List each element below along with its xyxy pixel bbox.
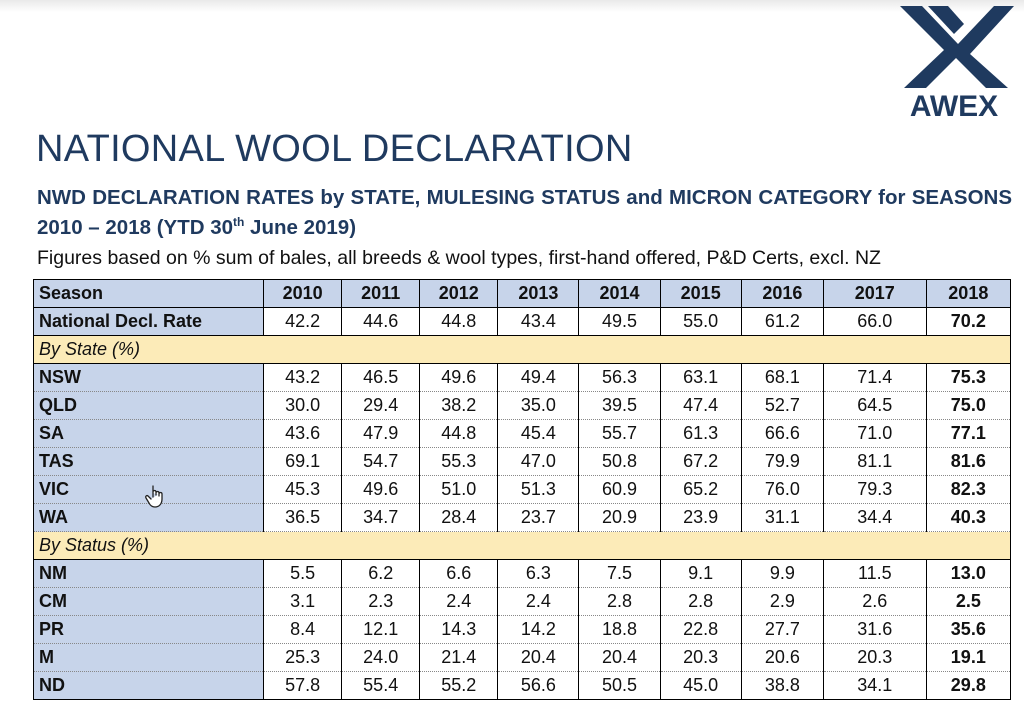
table-cell: 6.2	[342, 560, 420, 588]
table-cell: 9.9	[741, 560, 823, 588]
table-cell: 20.3	[823, 644, 926, 672]
awex-logo	[898, 4, 1014, 122]
row-label: National Decl. Rate	[34, 308, 264, 336]
table-cell: 66.6	[741, 420, 823, 448]
table-row	[34, 644, 1011, 672]
table-cell: 51.3	[498, 476, 579, 504]
table-cell: 44.8	[420, 308, 498, 336]
table-cell: 6.6	[420, 560, 498, 588]
table-cell: 47.9	[342, 420, 420, 448]
figures-note: Figures based on % sum of bales, all breeds & wool types, first-hand offered, P&D Certs, excl. NZ	[37, 247, 881, 269]
table-cell: 35.6	[926, 616, 1010, 644]
table-row	[34, 420, 1011, 448]
section-label: By Status (%)	[34, 532, 1011, 560]
table-cell: 20.4	[579, 644, 660, 672]
table-cell: 27.7	[741, 616, 823, 644]
table-cell: 64.5	[823, 392, 926, 420]
header-year: 2016	[741, 280, 823, 308]
table-cell: 2.4	[420, 588, 498, 616]
table-cell: 25.3	[264, 644, 342, 672]
row-label: TAS	[34, 448, 264, 476]
row-label: QLD	[34, 392, 264, 420]
table-cell: 13.0	[926, 560, 1010, 588]
header-year: 2015	[660, 280, 741, 308]
table-cell: 77.1	[926, 420, 1010, 448]
table-cell: 31.1	[741, 504, 823, 532]
national-rate-row	[34, 308, 1011, 336]
table-cell: 23.7	[498, 504, 579, 532]
table-cell: 28.4	[420, 504, 498, 532]
awex-logo-text: AWEX	[909, 90, 999, 123]
table-row	[34, 364, 1011, 392]
table-cell: 20.9	[579, 504, 660, 532]
table-cell: 70.2	[926, 308, 1010, 336]
table-cell: 38.2	[420, 392, 498, 420]
table-cell: 8.4	[264, 616, 342, 644]
table-cell: 3.1	[264, 588, 342, 616]
row-label: VIC	[34, 476, 264, 504]
row-label: NM	[34, 560, 264, 588]
table-cell: 19.1	[926, 644, 1010, 672]
table-cell: 68.1	[741, 364, 823, 392]
table-cell: 43.4	[498, 308, 579, 336]
section-label: By State (%)	[34, 336, 1011, 364]
table-cell: 67.2	[660, 448, 741, 476]
table-cell: 82.3	[926, 476, 1010, 504]
table-cell: 69.1	[264, 448, 342, 476]
table-cell: 9.1	[660, 560, 741, 588]
table-cell: 49.4	[498, 364, 579, 392]
table-cell: 43.6	[264, 420, 342, 448]
table-cell: 2.8	[579, 588, 660, 616]
section-by-status	[34, 532, 1011, 560]
table-cell: 34.7	[342, 504, 420, 532]
subtitle-sup: th	[233, 215, 245, 229]
table-header-row	[34, 280, 1011, 308]
table-cell: 2.5	[926, 588, 1010, 616]
table-cell: 76.0	[741, 476, 823, 504]
page-subtitle	[37, 185, 1012, 240]
table-cell: 49.5	[579, 308, 660, 336]
table-cell: 81.1	[823, 448, 926, 476]
table-cell: 44.6	[342, 308, 420, 336]
table-row	[34, 448, 1011, 476]
table-cell: 21.4	[420, 644, 498, 672]
table-cell: 2.9	[741, 588, 823, 616]
row-label: ND	[34, 672, 264, 700]
table-cell: 2.4	[498, 588, 579, 616]
table-cell: 11.5	[823, 560, 926, 588]
awex-logo-mark	[898, 4, 1014, 90]
table-cell: 60.9	[579, 476, 660, 504]
row-label: PR	[34, 616, 264, 644]
table-cell: 45.4	[498, 420, 579, 448]
table-cell: 50.8	[579, 448, 660, 476]
table-row	[34, 560, 1011, 588]
table-cell: 20.6	[741, 644, 823, 672]
table-cell: 81.6	[926, 448, 1010, 476]
table-cell: 43.2	[264, 364, 342, 392]
header-year: 2012	[420, 280, 498, 308]
table-cell: 47.0	[498, 448, 579, 476]
header-year: 2010	[264, 280, 342, 308]
table-cell: 71.4	[823, 364, 926, 392]
table-cell: 42.2	[264, 308, 342, 336]
table-row	[34, 504, 1011, 532]
table-row	[34, 588, 1011, 616]
table-cell: 61.2	[741, 308, 823, 336]
header-year: 2018	[926, 280, 1010, 308]
table-cell: 34.4	[823, 504, 926, 532]
table-cell: 55.4	[342, 672, 420, 700]
table-cell: 29.8	[926, 672, 1010, 700]
table-cell: 55.7	[579, 420, 660, 448]
table-cell: 24.0	[342, 644, 420, 672]
table-cell: 12.1	[342, 616, 420, 644]
table-cell: 29.4	[342, 392, 420, 420]
table-cell: 47.4	[660, 392, 741, 420]
table-cell: 22.8	[660, 616, 741, 644]
table-cell: 79.9	[741, 448, 823, 476]
table-cell: 65.2	[660, 476, 741, 504]
table-cell: 57.8	[264, 672, 342, 700]
table-cell: 55.2	[420, 672, 498, 700]
table-cell: 2.8	[660, 588, 741, 616]
row-label: CM	[34, 588, 264, 616]
table-cell: 35.0	[498, 392, 579, 420]
header-year: 2013	[498, 280, 579, 308]
table-cell: 75.3	[926, 364, 1010, 392]
table-cell: 7.5	[579, 560, 660, 588]
section-by-state	[34, 336, 1011, 364]
table-cell: 75.0	[926, 392, 1010, 420]
table-cell: 34.1	[823, 672, 926, 700]
row-label: M	[34, 644, 264, 672]
table-cell: 54.7	[342, 448, 420, 476]
table-cell: 63.1	[660, 364, 741, 392]
table-cell: 36.5	[264, 504, 342, 532]
table-cell: 56.6	[498, 672, 579, 700]
table-cell: 38.8	[741, 672, 823, 700]
table-cell: 49.6	[420, 364, 498, 392]
table-cell: 14.3	[420, 616, 498, 644]
table-cell: 5.5	[264, 560, 342, 588]
table-cell: 55.3	[420, 448, 498, 476]
table-cell: 2.3	[342, 588, 420, 616]
table-cell: 52.7	[741, 392, 823, 420]
table-cell: 55.0	[660, 308, 741, 336]
table-cell: 50.5	[579, 672, 660, 700]
subtitle-main: NWD DECLARATION RATES by STATE, MULESING STATUS and MICRON CATEGORY for SEASONS 2010 – 2018 (YTD 30	[37, 186, 1012, 239]
hand-cursor-icon	[145, 483, 169, 509]
table-cell: 49.6	[342, 476, 420, 504]
table-cell: 61.3	[660, 420, 741, 448]
header-year: 2017	[823, 280, 926, 308]
header-year: 2014	[579, 280, 660, 308]
subtitle-end: June 2019)	[244, 215, 357, 239]
table-cell: 56.3	[579, 364, 660, 392]
table-cell: 18.8	[579, 616, 660, 644]
table-row	[34, 672, 1011, 700]
table-cell: 40.3	[926, 504, 1010, 532]
table-cell: 71.0	[823, 420, 926, 448]
row-label: NSW	[34, 364, 264, 392]
viewer-top-bar	[0, 0, 1024, 12]
row-label: SA	[34, 420, 264, 448]
page-title: NATIONAL WOOL DECLARATION	[36, 128, 633, 170]
table-cell: 51.0	[420, 476, 498, 504]
header-season: Season	[34, 280, 264, 308]
table-cell: 30.0	[264, 392, 342, 420]
row-label: WA	[34, 504, 264, 532]
table-cell: 39.5	[579, 392, 660, 420]
table-row	[34, 616, 1011, 644]
header-year: 2011	[342, 280, 420, 308]
table-cell: 14.2	[498, 616, 579, 644]
table-row	[34, 392, 1011, 420]
table-cell: 31.6	[823, 616, 926, 644]
table-cell: 79.3	[823, 476, 926, 504]
table-cell: 46.5	[342, 364, 420, 392]
table-cell: 20.4	[498, 644, 579, 672]
table-cell: 23.9	[660, 504, 741, 532]
table-cell: 6.3	[498, 560, 579, 588]
table-cell: 20.3	[660, 644, 741, 672]
table-cell: 45.0	[660, 672, 741, 700]
declaration-rates-table	[33, 279, 1011, 700]
table-row	[34, 476, 1011, 504]
table-cell: 45.3	[264, 476, 342, 504]
table-cell: 2.6	[823, 588, 926, 616]
table-cell: 66.0	[823, 308, 926, 336]
table-cell: 44.8	[420, 420, 498, 448]
